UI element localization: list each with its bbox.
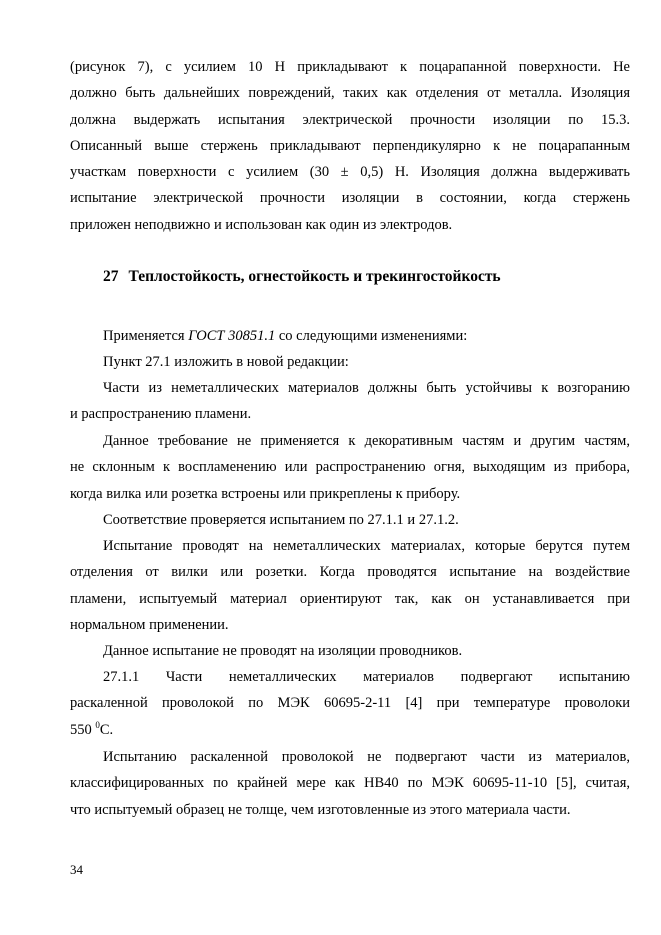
text-line: раскаленной проволокой по МЭК 60695-2-11 [4] при температуре проволоки [70, 695, 630, 712]
text-line: Части из неметаллических материалов должны быть устойчивы к возгоранию [103, 380, 630, 396]
text-line: когда вилка или розетка встроены или прикреплены к прибору. [70, 485, 461, 502]
text-line: классифицированных по крайней мере как НВ40 по МЭК 60695-11-10 [5], считая, [70, 775, 630, 792]
temperature-value: 550 [70, 721, 96, 738]
text-line: приложен неподвижно и использован как один из электродов. [70, 216, 453, 233]
text-line: Испытанию раскаленной проволокой не подвергают части из материалов, [103, 749, 630, 765]
paragraph-exception [70, 428, 630, 507]
text-span: со следующими изменениями: [275, 328, 468, 344]
section-heading [103, 268, 501, 286]
standard-reference: ГОСТ 30851.1 [188, 328, 276, 344]
degree-superscript: 0 [95, 719, 100, 730]
paragraph-new-edition: Пункт 27.1 изложить в новой редакции: [103, 354, 349, 370]
text-line: не склонным к воспламенению или распространению огня, выходящим из прибора, [70, 459, 630, 476]
paragraph-glow-wire [70, 664, 630, 743]
paragraph-insulation-test [70, 54, 630, 238]
paragraph-compliance: Соответствие проверяется испытанием по 27.1.1 и 27.1.2. [103, 512, 459, 528]
paragraph-not-on-conductors: Данное испытание не проводят на изоляции проводников. [103, 643, 463, 659]
text-line: участкам поверхности с усилием (30 ± 0,5) Н. Изоляция должна выдерживать [70, 164, 630, 181]
text-line: (рисунок 7), с усилием 10 Н прикладывают к поцарапанной поверхности. Не [70, 59, 630, 75]
text-line: должно быть дальнейших повреждений, таких как отделения от металла. Изоляция [70, 85, 630, 102]
paragraph-fire-resistance [70, 375, 630, 428]
section-number: 27 [103, 268, 119, 285]
text-line: Данное требование не применяется к декоративным частям и другим частям, [103, 433, 630, 449]
paragraph-exemption [70, 744, 630, 823]
text-line: нормальном применении. [70, 616, 229, 633]
page-number: 34 [70, 862, 83, 877]
text-line: пламени, испытуемый материал ориентируют так, как он устанавливается при [70, 590, 630, 607]
text-line: отделения от вилки или розетки. Когда проводятся испытание на воздействие [70, 564, 630, 581]
text-line: 27.1.1 Части неметаллических материалов подвергают испытанию [103, 669, 630, 685]
text-line: и распространению пламени. [70, 406, 252, 423]
text-line: Описанный выше стержень прикладывают перпендикулярно к не поцарапанным [70, 137, 630, 154]
text-line: испытание электрической прочности изоляции в состоянии, когда стержень [70, 190, 630, 207]
text-line [70, 717, 630, 743]
paragraph-applies [70, 323, 630, 349]
temperature-unit: С. [99, 721, 114, 738]
text-span: Применяется [103, 328, 189, 344]
paragraph-test-procedure [70, 533, 630, 638]
text-line: Испытание проводят на неметаллических материалах, которые берутся путем [103, 538, 630, 554]
text-line: должна выдержать испытания электрической прочности изоляции по 15.3. [70, 111, 630, 128]
section-title: Теплостойкость, огнестойкость и трекингостойкость [128, 268, 501, 285]
text-line: что испытуемый образец не толще, чем изготовленные из этого материала части. [70, 801, 571, 818]
